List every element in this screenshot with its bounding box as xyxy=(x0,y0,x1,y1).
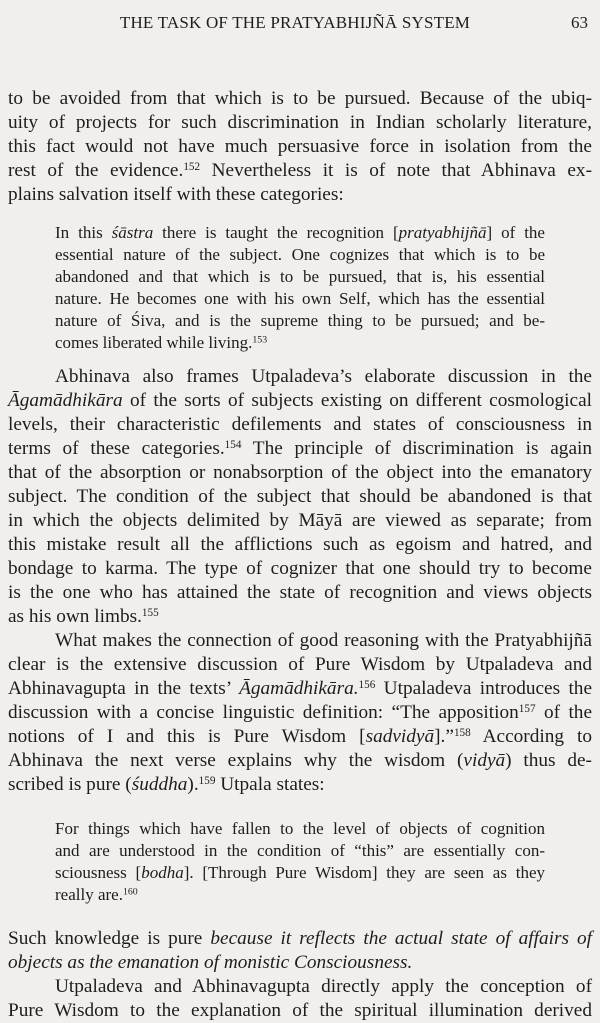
text-run: ). xyxy=(187,774,199,795)
text-run: to be avoided from that which is to be pursued. Because of the ubiq- xyxy=(8,88,592,109)
text-line xyxy=(55,244,545,266)
italic-term: śāstra xyxy=(111,223,154,242)
text-run: of the sorts of subjects existing on different cosmological xyxy=(122,390,592,411)
text-line xyxy=(8,605,592,629)
text-line xyxy=(8,87,592,111)
text-run: Utpaladeva and Abhinavagupta directly apply the conception of xyxy=(55,976,592,997)
footnote-ref: 159 xyxy=(198,774,216,787)
text-line xyxy=(8,135,592,159)
text-run: nature of Śiva, and is the supreme thing to be pursued; and be- xyxy=(55,311,545,330)
italic-term: Āgamādhikāra xyxy=(8,390,123,411)
italic-term: sadvidyā xyxy=(365,726,435,747)
text-line xyxy=(8,653,592,677)
text-run: bondage to karma. The type of cognizer that one should try to become xyxy=(8,558,592,579)
text-line xyxy=(8,365,592,389)
text-run: Abhinavagupta in the texts’ xyxy=(8,678,240,699)
paragraph xyxy=(8,629,592,797)
text-line xyxy=(55,332,545,354)
text-line xyxy=(8,975,592,999)
text-line xyxy=(8,183,592,207)
text-run: plains salvation itself with these categories: xyxy=(8,184,344,205)
text-line xyxy=(8,581,592,605)
text-run: of the xyxy=(535,702,593,723)
text-run: ) thus de- xyxy=(505,750,592,771)
text-line xyxy=(8,557,592,581)
text-line xyxy=(8,111,592,135)
running-title: THE TASK OF THE PRATYABHIJÑĀ SYSTEM xyxy=(119,13,471,32)
paragraph xyxy=(8,87,592,207)
text-line xyxy=(8,461,592,485)
text-run: Utpala states: xyxy=(215,774,325,795)
page-number: 63 xyxy=(571,13,588,32)
block-quote xyxy=(55,818,545,906)
text-run: nature. He becomes one with his own Self, which has the essential xyxy=(55,289,545,308)
text-run: ].” xyxy=(434,726,454,747)
text-line xyxy=(8,159,592,183)
text-run: terms of these categories. xyxy=(8,438,225,459)
text-line xyxy=(8,509,592,533)
text-line xyxy=(8,773,592,797)
text-run: What makes the connection of good reasoning with the Pratyabhijñā xyxy=(55,630,592,651)
text-run: is the one who has attained the state of recognition and views objects xyxy=(8,582,592,603)
footnote-ref: 154 xyxy=(224,438,242,451)
text-line xyxy=(8,413,592,437)
text-line xyxy=(8,999,592,1023)
block-quote xyxy=(55,222,545,354)
text-line xyxy=(8,389,592,413)
text-line xyxy=(8,437,592,461)
text-run: as his own limbs. xyxy=(8,606,142,627)
italic-term: bodha xyxy=(141,863,184,882)
footnote-ref: 156 xyxy=(358,678,376,691)
text-line xyxy=(55,818,545,840)
text-run: Such knowledge is pure xyxy=(8,928,211,949)
text-line xyxy=(55,862,545,884)
text-run: essential nature of the subject. One cognizes that which is to be xyxy=(55,245,545,264)
text-run: For things which have fallen to the level of objects of cognition xyxy=(55,819,545,838)
text-run: ] of the xyxy=(486,223,545,242)
italic-term: because it reflects the actual state of affairs of xyxy=(210,928,592,949)
text-line xyxy=(8,951,592,975)
text-run: and are understood in the condition of “this” are essentially con- xyxy=(55,841,545,860)
text-run: In this xyxy=(55,223,112,242)
text-run: discussion with a concise linguistic definition: “The apposition xyxy=(8,702,519,723)
text-run: scribed is pure ( xyxy=(8,774,132,795)
text-line xyxy=(8,485,592,509)
italic-term: pratyabhijñā xyxy=(398,223,487,242)
text-run: that of the absorption or nonabsorption of the object into the emanatory xyxy=(8,462,592,483)
text-run: really are. xyxy=(55,885,123,904)
footnote-ref: 153 xyxy=(252,334,268,346)
text-line xyxy=(8,701,592,725)
footnote-ref: 152 xyxy=(183,160,201,173)
text-run: clear is the extensive discussion of Pure Wisdom by Utpaladeva and xyxy=(8,654,592,675)
text-line xyxy=(8,749,592,773)
paragraph xyxy=(8,975,592,1023)
text-run: sciousness [ xyxy=(55,863,142,882)
text-run: ]. [Through Pure Wisdom] they are seen as they xyxy=(183,863,545,882)
italic-term: objects as the emanation of monistic Consciousness. xyxy=(8,952,413,973)
text-run: comes liberated while living. xyxy=(55,333,253,352)
text-run: abandoned and that which is to be pursued, that is, his essential xyxy=(55,267,545,286)
text-run: levels, their characteristic defilements and states of consciousness in xyxy=(8,414,592,435)
text-line xyxy=(8,927,592,951)
running-header xyxy=(0,10,600,36)
text-line xyxy=(55,840,545,862)
text-run: there is taught the recognition [ xyxy=(153,223,399,242)
text-run: Abhinava also frames Utpaladeva’s elaborate discussion in the xyxy=(55,366,592,387)
text-run: Utpaladeva introduces the xyxy=(375,678,592,699)
text-run: notions of I and this is Pure Wisdom [ xyxy=(8,726,366,747)
text-run: Pure Wisdom to the explanation of the spiritual illumination derived xyxy=(8,1000,592,1021)
text-line xyxy=(8,725,592,749)
text-run: in which the objects delimited by Māyā are viewed as separate; from xyxy=(8,510,592,531)
italic-term: Āgamādhikāra. xyxy=(239,678,359,699)
text-line xyxy=(8,629,592,653)
page-body xyxy=(8,87,592,1023)
text-run: Nevertheless it is of note that Abhinava ex- xyxy=(200,160,592,181)
italic-term: śuddha xyxy=(131,774,188,795)
text-line xyxy=(8,533,592,557)
text-run: According to xyxy=(470,726,592,747)
text-run: subject. The condition of the subject that should be abandoned is that xyxy=(8,486,592,507)
footnote-ref: 157 xyxy=(518,702,536,715)
paragraph xyxy=(8,927,592,975)
text-run: rest of the evidence. xyxy=(8,160,184,181)
text-line xyxy=(8,677,592,701)
text-run: this mistake result all the afflictions such as egoism and hatred, and xyxy=(8,534,592,555)
text-line xyxy=(55,884,545,906)
paragraph xyxy=(8,365,592,629)
footnote-ref: 155 xyxy=(141,606,159,619)
text-line xyxy=(55,288,545,310)
text-run: The principle of discrimination is again xyxy=(241,438,592,459)
footnote-ref: 158 xyxy=(453,726,471,739)
text-run: uity of projects for such discrimination in Indian scholarly literature, xyxy=(8,112,592,133)
text-run: this fact would not have much persuasive force in isolation from the xyxy=(8,136,592,157)
footnote-ref: 160 xyxy=(122,886,138,898)
italic-term: vidyā xyxy=(463,750,506,771)
text-run: Abhinava the next verse explains why the wisdom ( xyxy=(8,750,464,771)
text-line xyxy=(55,310,545,332)
text-line xyxy=(55,222,545,244)
text-line xyxy=(55,266,545,288)
